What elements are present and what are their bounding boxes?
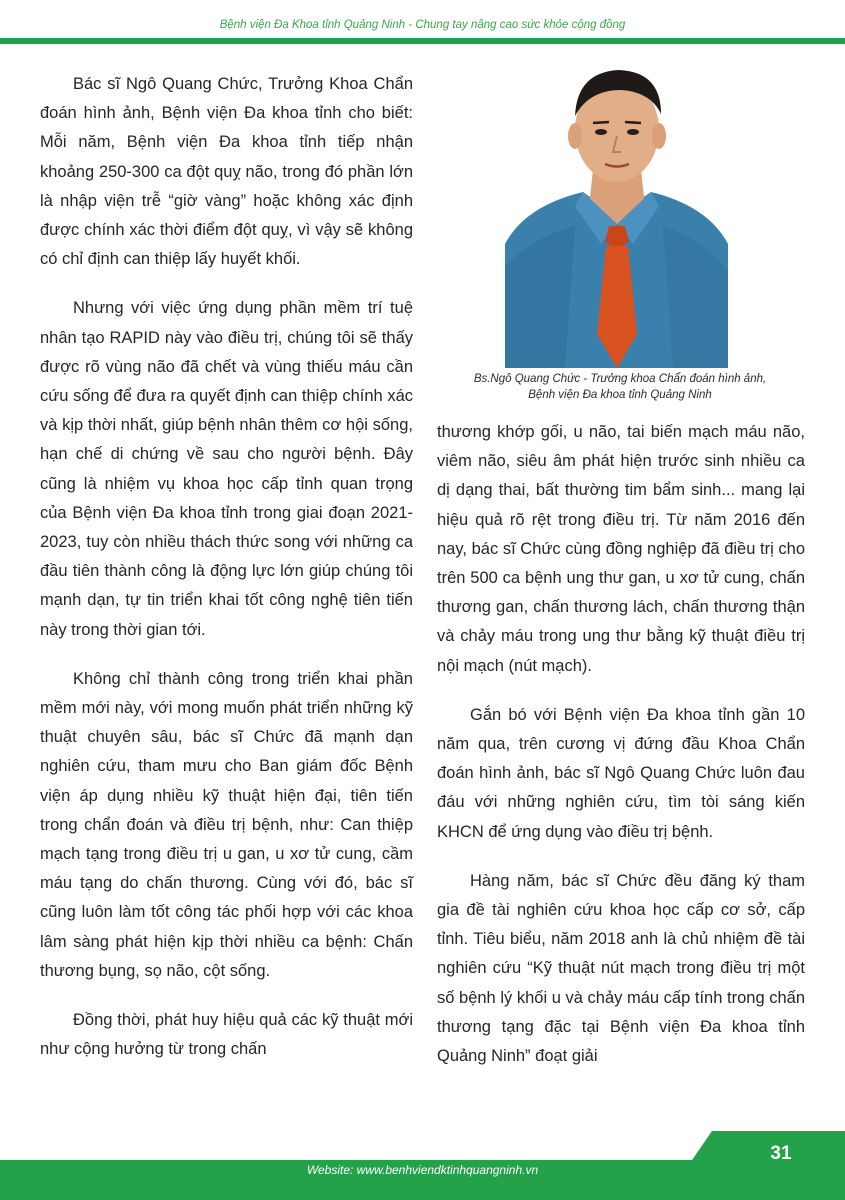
paragraph: Đồng thời, phát huy hiệu quả các kỹ thuật mới như cộng hưởng từ trong chấn xyxy=(40,1011,413,1059)
portrait-illustration xyxy=(505,66,728,368)
footer-website: Website: www.benhviendktinhquangninh.vn xyxy=(306,1163,539,1177)
paragraph: Không chỉ thành công trong triển khai phần mềm mới này, với mong muốn phát triển những kỹ thuật chuyên sâu, bác sĩ Chức đã mạnh dạn nghiên cứu, tham mưu cho Ban giám đốc Bệnh viện áp dụng nhiều kỹ thuật hiện đại, tiên tiến trong chẩn đoán và điều trị bệnh, như: Can thiệp mạch tạng trong điều trị u gan, u xơ tử cung, cầm máu tạng do chấn thương. Cùng với đó, bác sĩ cũng luôn làm tốt công tác phối hợp với các khoa lâm sàng phát hiện kịp thời nhiều ca bệnh: Chấn thương bụng, sọ não, cột sống. xyxy=(40,669,413,980)
portrait-photo xyxy=(505,66,728,368)
paragraph: thương khớp gối, u não, tai biến mạch máu não, viêm não, siêu âm phát hiện trước sinh nhiều ca dị dạng thai, bất thường tim bẩm sinh... mang lại hiệu quả rõ rệt trong điều trị. Từ năm 2016 đến nay, bác sĩ Chức cùng đồng nghiệp đã điều trị cho trên 500 ca bệnh ung thư gan, u xơ tử cung, chấn thương gan, chấn thương lách, chấn thương thận và chảy máu trong ung thư bằng kỹ thuật điều trị nội mạch (nút mạch). xyxy=(437,423,805,675)
photo-caption xyxy=(430,372,810,403)
left-column xyxy=(40,70,413,1085)
caption-line: Bs.Ngô Quang Chức - Trưởng khoa Chẩn đoán hình ảnh, xyxy=(473,373,767,385)
right-column xyxy=(437,418,805,1091)
paragraph: Nhưng với việc ứng dụng phần mềm trí tuệ nhân tạo RAPID này vào điều trị, chúng tôi sẽ thấy được rõ vùng não đã chết và vùng thiếu máu cần cứu sống để đưa ra quyết định can thiệp chính xác và kịp thời nhất, giúp bệnh nhân thêm cơ hội sống, hạn chế di chứng về sau cho người bệnh. Đây cũng là nhiệm vụ khoa học cấp tỉnh quan trọng của Bệnh viện Đa khoa tỉnh trong giai đoạn 2021-2023, tuy còn nhiều thách thức song với những ca đầu tiên thành công là động lực lớn giúp chúng tôi mạnh dạn, tự tin triển khai tốt công nghệ tiên tiến này trong thời gian tới. xyxy=(40,299,413,639)
caption-line: Bệnh viện Đa khoa tỉnh Quảng Ninh xyxy=(528,388,712,401)
paragraph: Bác sĩ Ngô Quang Chức, Trưởng Khoa Chẩn đoán hình ảnh, Bệnh viện Đa khoa tỉnh cho biết: Mỗi năm, Bệnh viện Đa khoa tỉnh tiếp nhận khoảng 250-300 ca đột quỵ não, trong đó phần lớn là nhập viện trễ “giờ vàng” hoặc không xác định được chính xác thời điểm đột quỵ, vì vậy sẽ không có chỉ định can thiệp lấy huyết khối. xyxy=(40,75,413,269)
header-tagline: Bệnh viện Đa Khoa tỉnh Quảng Ninh - Chung tay nâng cao sức khỏe cộng đồng xyxy=(219,19,626,31)
paragraph: Gắn bó với Bệnh viện Đa khoa tỉnh gần 10 năm qua, trên cương vị đứng đầu Khoa Chẩn đoán hình ảnh, bác sĩ Ngô Quang Chức luôn đau đáu với những nghiên cứu, tìm tòi sáng kiến KHCN để ứng dụng vào điều trị bệnh. xyxy=(437,705,805,841)
page-number: 31 xyxy=(770,1143,792,1164)
header-rule xyxy=(0,38,845,44)
paragraph: Hàng năm, bác sĩ Chức đều đăng ký tham gia đề tài nghiên cứu khoa học cấp cơ sở, cấp tỉnh. Tiêu biểu, năm 2018 anh là chủ nhiệm đề tài nghiên cứu “Kỹ thuật nút mạch trong điều trị một số bệnh lý khối u và chảy máu cấp tính trong chấn thương tạng đặc tại Bệnh viện Đa khoa tỉnh Quảng Ninh” đoạt giải xyxy=(437,871,805,1066)
